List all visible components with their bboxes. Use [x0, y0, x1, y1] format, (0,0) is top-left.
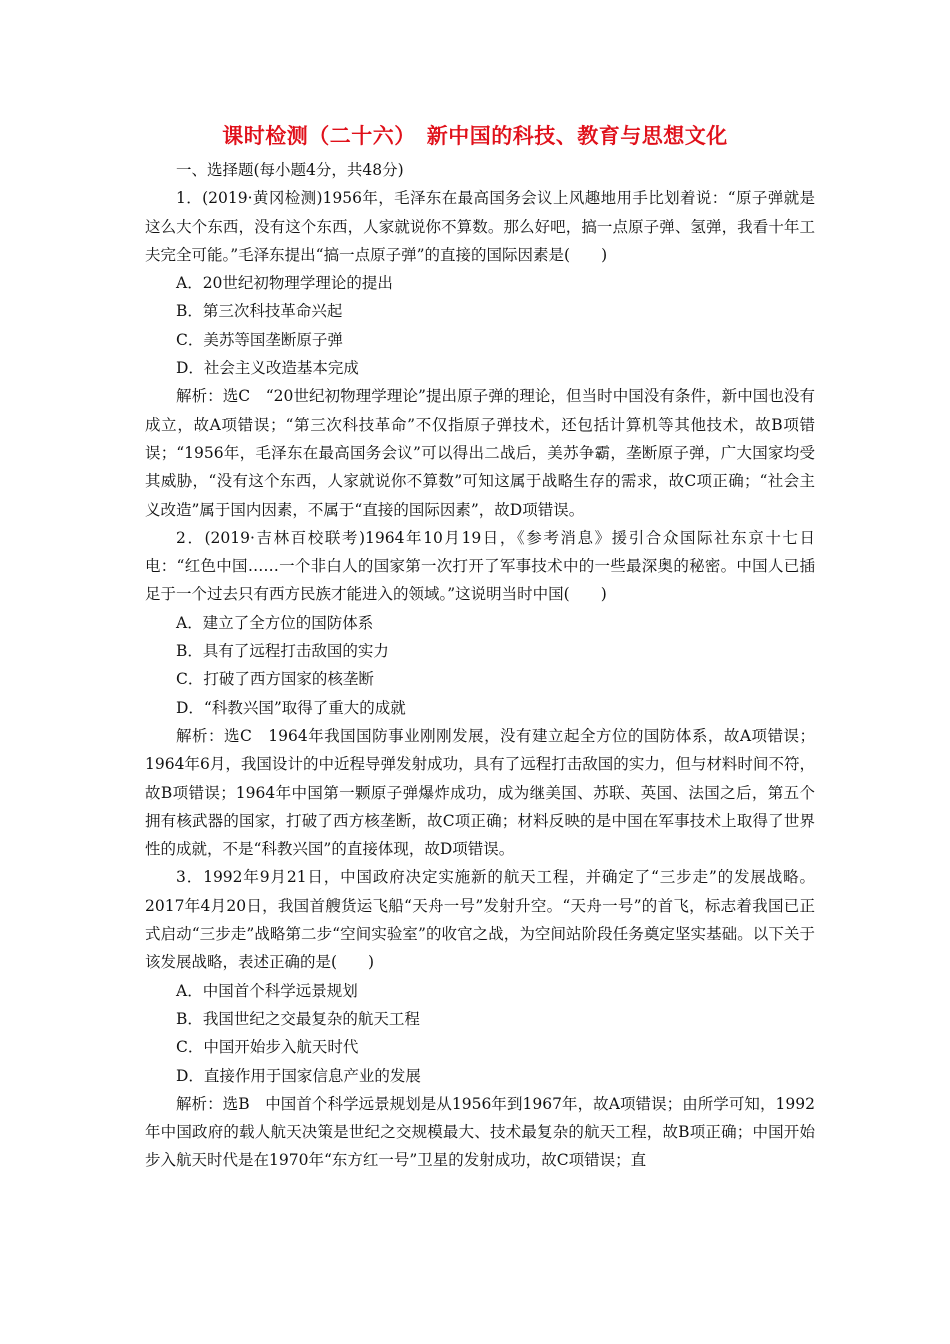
question-3 [145, 863, 815, 1174]
option-b: B．第三次科技革命兴起 [176, 302, 343, 321]
answer-analysis: 解析：选C 1964年我国国防事业刚刚发展，没有建立起全方位的国防体系，故A项错误；1964年6月，我国设计的中近程导弹发射成功，具有了远程打击敌国的实力，但与材料时间不符，故B项错误；1964年中国第一颗原子弹爆炸成功，成为继美国、苏联、英国、法国之后，第五个拥有核武器的国家，打破了西方核垄断，故C项正确；材料反映的是中国在军事技术上取得了世界性的成就，不是“科教兴国”的直接体现，故D项错误。 [145, 726, 815, 859]
option-c: C．中国开始步入航天时代 [176, 1038, 359, 1057]
option-d: D．“科教兴国”取得了重大的成就 [176, 698, 406, 717]
option-a: A．中国首个科学远景规划 [176, 981, 358, 1000]
section-heading: 一、选择题(每小题4分，共48分) [176, 161, 404, 179]
answer-analysis: 解析：选B 中国首个科学远景规划是从1956年到1967年，故A项错误；由所学可知，1992年中国政府的载人航天决策是世纪之交规模最大、技术最复杂的航天工程，故B项正确；中国开始步入航天时代是在1970年“东方红一号”卫星的发射成功，故C项错误；直 [145, 1094, 815, 1170]
page-title: 课时检测（二十六） 新中国的科技、教育与思想文化 [222, 124, 728, 148]
option-d: D．社会主义改造基本完成 [176, 359, 359, 378]
question-2 [145, 524, 815, 864]
question-stem: 1．(2019·黄冈检测)1956年，毛泽东在最高国务会议上风趣地用手比划着说：“原子弹就是这么大个东西，没有这个东西，人家就说你不算数。那么好吧，搞一点原子弹、氢弹，我看十年工夫完全可能。”毛泽东提出“搞一点原子弹”的直接的国际因素是( ) [145, 189, 815, 264]
option-c: C．打破了西方国家的核垄断 [176, 670, 374, 689]
option-b: B．我国世纪之交最复杂的航天工程 [176, 1009, 420, 1028]
option-c: C．美苏等国垄断原子弹 [176, 330, 343, 349]
question-1 [145, 184, 815, 524]
option-b: B．具有了远程打击敌国的实力 [176, 642, 389, 661]
option-a: A．建立了全方位的国防体系 [176, 613, 374, 632]
option-d: D．直接作用于国家信息产业的发展 [176, 1066, 421, 1085]
question-stem: 3．1992年9月21日，中国政府决定实施新的航天工程，并确定了“三步走”的发展战略。2017年4月20日，我国首艘货运飞船“天舟一号”发射升空。“天舟一号”的首飞，标志着我国已正式启动“三步走”战略第二步“空间实验室”的收官之战，为空间站阶段任务奠定坚实基础。以下关于该发展战略，表述正确的是( ) [145, 868, 815, 972]
answer-analysis: 解析：选C “20世纪初物理学理论”提出原子弹的理论，但当时中国没有条件，新中国也没有成立，故A项错误；“第三次科技革命”不仅指原子弹技术，还包括计算机等其他技术，故B项错误；“1956年，毛泽东在最高国务会议”可以得出二战后，美苏争霸，垄断原子弹，广大国家均受其威胁，“没有这个东西，人家就说你不算数”可知这属于战略生存的需求，故C项正确；“社会主义改造”属于国内因素，不属于“直接的国际因素”，故D项错误。 [145, 387, 815, 519]
option-a: A．20世纪初物理学理论的提出 [176, 274, 393, 293]
question-stem: 2．(2019·吉林百校联考)1964年10月19日，《参考消息》援引合众国际社东京十七日电：“红色中国……一个非白人的国家第一次打开了军事技术中的一些最深奥的秘密。中国人已插足于一个过去只有西方民族才能进入的领域。”这说明当时中国( ) [145, 528, 815, 604]
document-body [145, 156, 815, 1175]
